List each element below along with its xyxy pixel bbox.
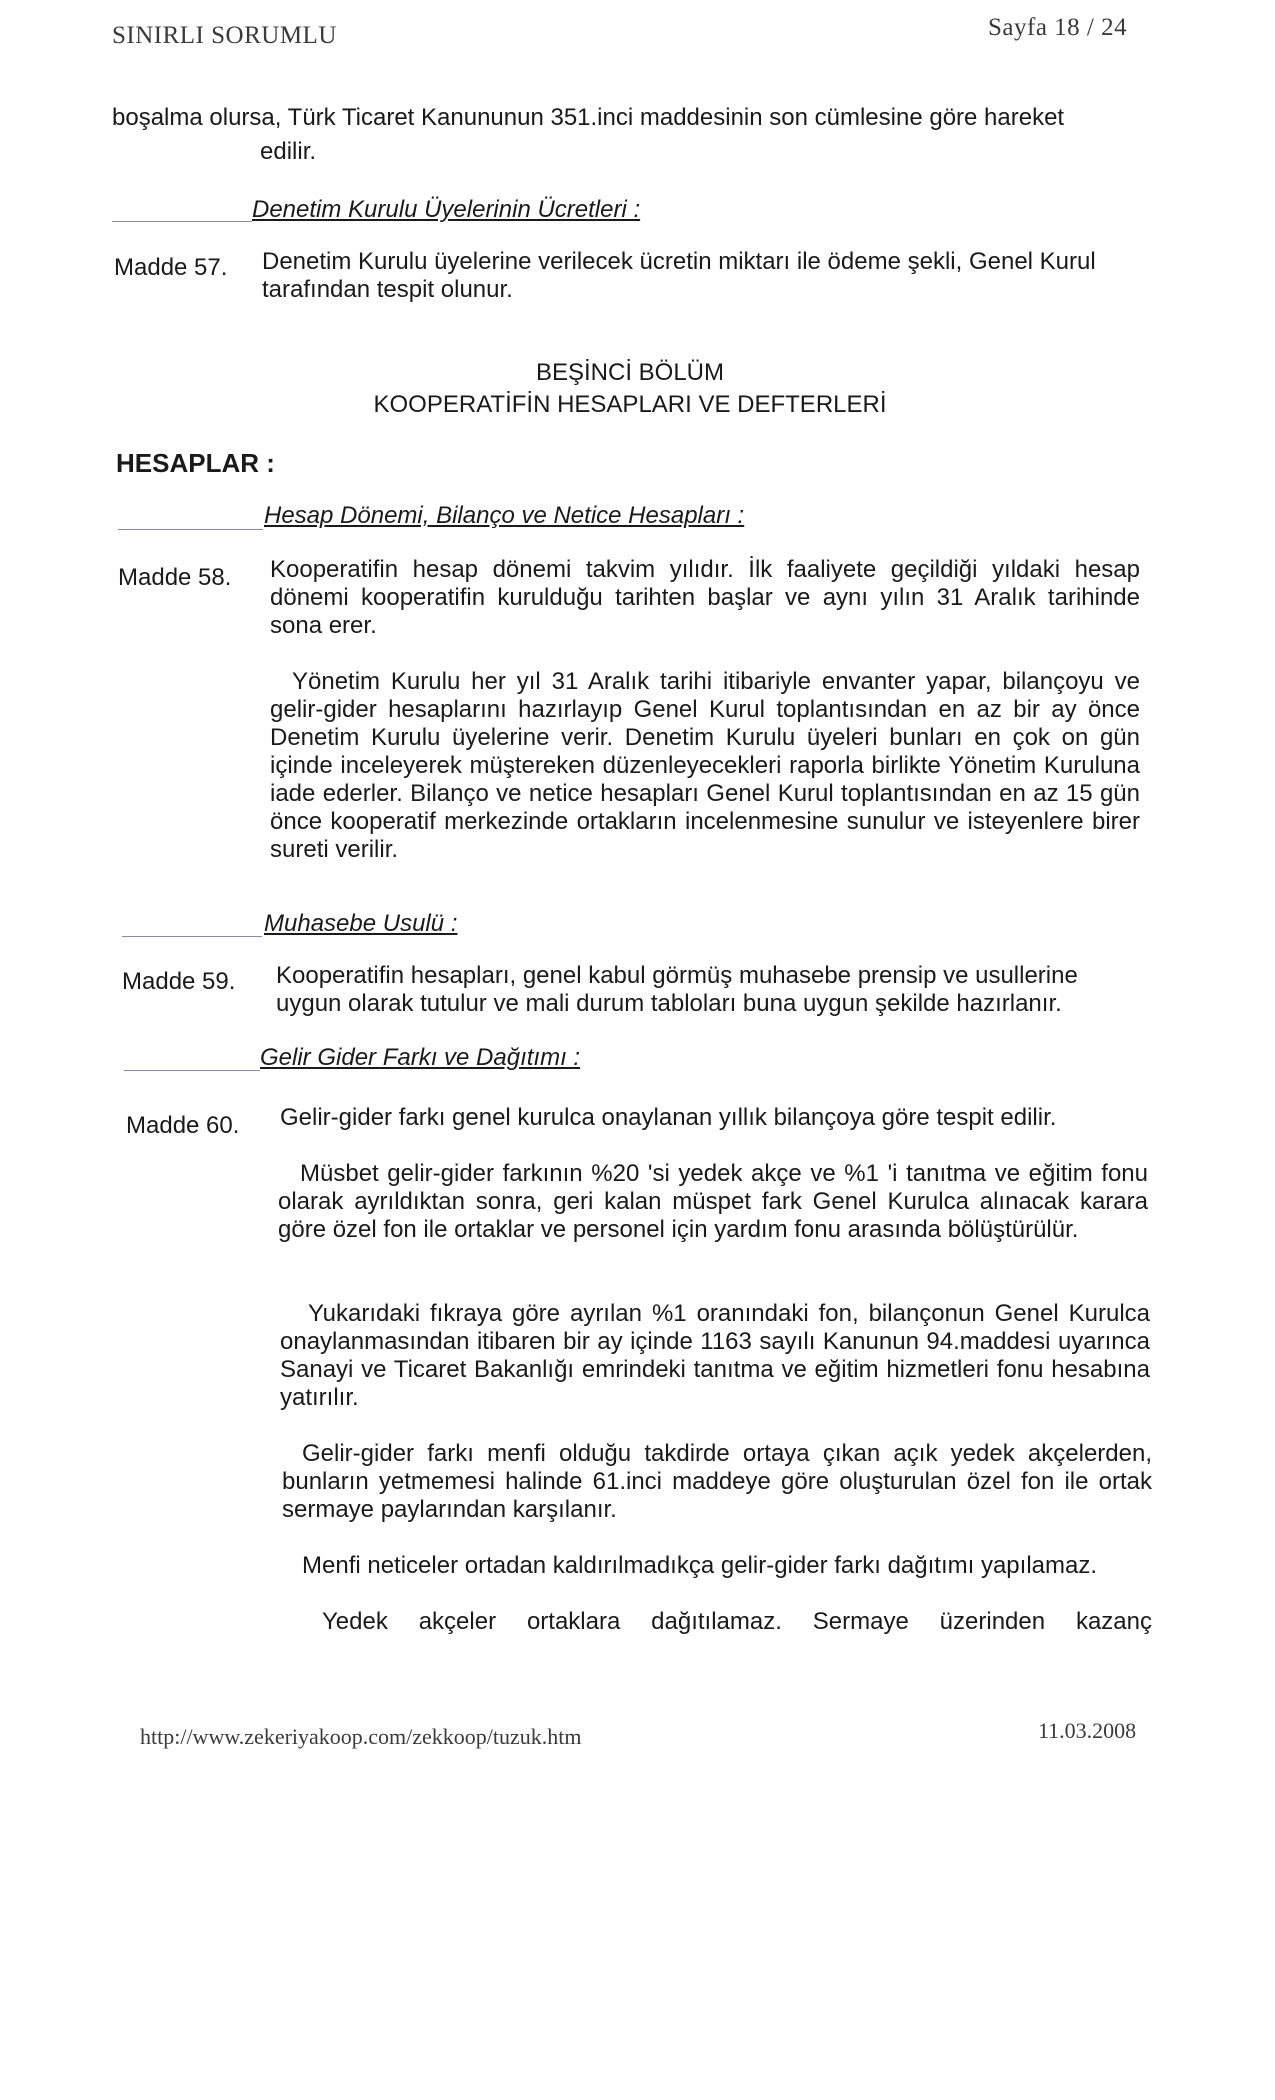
chapter-title: BEŞİNCİ BÖLÜM	[535, 359, 725, 386]
article-label-58: Madde 58.	[118, 564, 232, 591]
subheading-rule	[118, 529, 263, 530]
article-60-paragraph-1: Gelir-gider farkı genel kurulca onaylanan yıllık bilançoya göre tespit edilir.	[280, 1104, 1057, 1131]
subheading-rule	[112, 221, 252, 222]
subheading-madde-60: Gelir Gider Farkı ve Dağıtımı :	[260, 1044, 581, 1071]
subheading-rule	[122, 936, 262, 937]
intro-line-2: edilir.	[260, 138, 317, 165]
section-heading-hesaplar: HESAPLAR :	[116, 448, 275, 478]
header-title: SINIRLI SORUMLU	[112, 22, 337, 49]
subheading-madde-59: Muhasebe Usulü :	[264, 910, 458, 937]
article-label-60: Madde 60.	[126, 1112, 240, 1139]
subheading-rule	[124, 1070, 260, 1071]
article-58-paragraph-1: Kooperatifin hesap dönemi takvim yılıdır. İlk faaliyete geçildiği yıldaki hesap dönemi kooperatifin kurulduğu tarihten başlar ve aynı yılın 31 Aralık tarihinde sona erer.	[270, 556, 1140, 639]
chapter-subtitle: KOOPERATİFİN HESAPLARI VE DEFTERLERİ	[373, 391, 887, 418]
article-label-57: Madde 57.	[114, 254, 228, 281]
article-60-paragraph-5: Menfi neticeler ortadan kaldırılmadıkça gelir-gider farkı dağıtımı yapılamaz.	[302, 1552, 1098, 1579]
article-60-paragraph-3: Yukarıdaki fıkraya göre ayrılan %1 oranındaki fon, bilançonun Genel Kurulca onaylanmasından itibaren bir ay içinde 1163 sayılı Kanunun 94.maddesi uyarınca Sanayi ve Ticaret Bakanlığı emrindeki tanıtma ve eğitim hizmetleri fonu hesabına yatırılır.	[280, 1300, 1150, 1411]
article-label-59: Madde 59.	[122, 968, 236, 995]
subheading-madde-58: Hesap Dönemi, Bilanço ve Netice Hesapları :	[264, 502, 745, 529]
article-text-59: Kooperatifin hesapları, genel kabul görmüş muhasebe prensip ve usullerine uygun olarak tutulur ve mali durum tabloları buna uygun şekilde hazırlanır.	[276, 962, 1078, 1017]
article-60-paragraph-2: Müsbet gelir-gider farkının %20 'si yedek akçe ve %1 'i tanıtma ve eğitim fonu olarak ayrıldıktan sonra, geri kalan müspet fark Genel Kurulca alınacak karara göre özel fon ile ortaklar ve personel için yardım fonu arasında bölüştürülür.	[278, 1160, 1148, 1243]
article-text-57: Denetim Kurulu üyelerine verilecek ücretin miktarı ile ödeme şekli, Genel Kurul tarafından tespit olunur.	[262, 248, 1096, 303]
subheading-madde-57: Denetim Kurulu Üyelerinin Ücretleri :	[252, 196, 641, 223]
article-60-paragraph-4: Gelir-gider farkı menfi olduğu takdirde ortaya çıkan açık yedek akçelerden, bunların yetmemesi halinde 61.inci maddeye göre oluşturulan özel fon ile ortak sermaye paylarından karşılanır.	[282, 1440, 1152, 1523]
article-58-paragraph-2: Yönetim Kurulu her yıl 31 Aralık tarihi itibariyle envanter yapar, bilançoyu ve gelir-gider hesaplarını hazırlayıp Genel Kurul toplantısından en az bir ay önce Denetim Kurulu üyelerine verir. Denetim Kurulu üyeleri bunları en çok on gün içinde inceleyerek müştereken düzenleyecekleri raporla birlikte Yönetim Kuruluna iade ederler. Bilanço ve netice hesapları Genel Kurul toplantısından en az 15 gün önce kooperatif merkezinde ortakların incelenmesine sunulur ve isteyenlere birer sureti verilir.	[270, 668, 1140, 863]
footer-url: http://www.zekeriyakoop.com/zekkoop/tuzuk.htm	[140, 1724, 582, 1749]
footer-date: 11.03.2008	[1038, 1718, 1137, 1743]
article-60-paragraph-6: Yedek akçeler ortaklara dağıtılamaz. Sermaye üzerinden kazanç	[322, 1608, 1152, 1635]
page-number: Sayfa 18 / 24	[988, 14, 1128, 41]
intro-line-1: boşalma olursa, Türk Ticaret Kanununun 351.inci maddesinin son cümlesine göre hareket	[112, 104, 1065, 131]
